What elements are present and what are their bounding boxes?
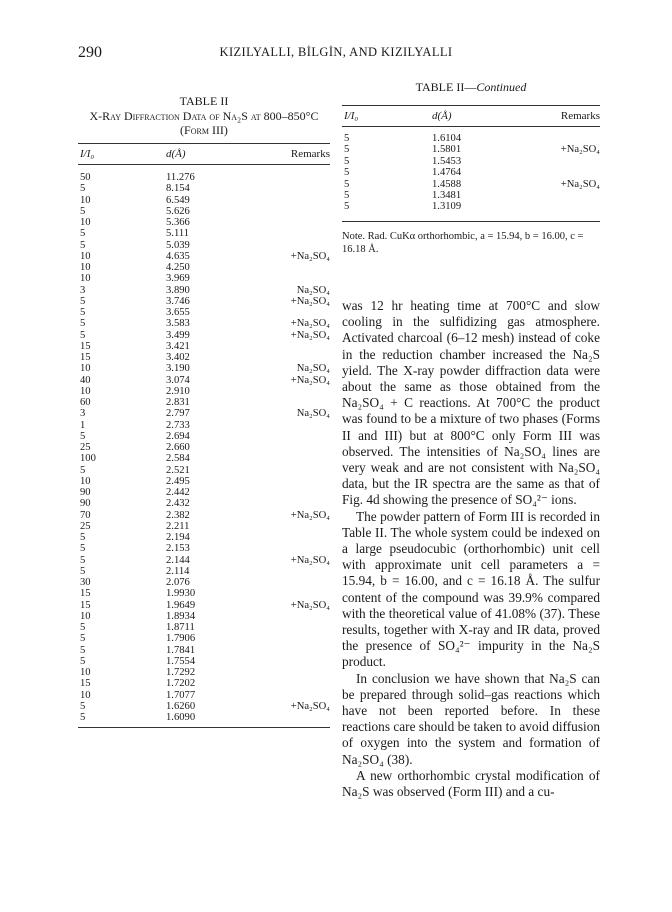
- intensity-cell: 5: [80, 543, 86, 555]
- intensity-cell: 5: [344, 201, 350, 213]
- table-row: [78, 183, 330, 194]
- d-spacing-cell: 2.153: [166, 543, 190, 555]
- intensity-cell: 60: [80, 397, 91, 408]
- intensity-cell: 1: [80, 419, 86, 431]
- d-spacing-cell: 1.7077: [166, 689, 196, 701]
- d-spacing-cell: 2.584: [166, 453, 190, 465]
- table-row: [78, 611, 330, 622]
- intensity-cell: 5: [80, 329, 86, 341]
- intensity-cell: 5: [80, 532, 86, 543]
- intensity-cell: 15: [80, 588, 91, 600]
- table-row: [78, 498, 330, 509]
- intensity-cell: 10: [80, 610, 91, 622]
- table-row: [78, 363, 330, 374]
- intensity-cell: 100: [80, 453, 96, 465]
- intensity-cell: 5: [80, 205, 86, 217]
- intensity-cell: 10: [80, 475, 91, 487]
- table-row: [78, 318, 330, 329]
- table-row: [342, 144, 600, 155]
- intensity-cell: 40: [80, 374, 91, 386]
- intensity-cell: 5: [80, 183, 86, 195]
- intensity-cell: 5: [344, 167, 350, 179]
- d-spacing-cell: 2.797: [166, 408, 190, 420]
- intensity-cell: 5: [80, 295, 86, 307]
- intensity-cell: 5: [344, 144, 350, 156]
- d-spacing-cell: 1.7554: [166, 655, 196, 667]
- table-row: [78, 566, 330, 577]
- table-row: [78, 510, 330, 521]
- intensity-cell: 5: [80, 700, 86, 712]
- d-spacing-cell: 2.910: [166, 385, 190, 397]
- table-row: [78, 656, 330, 667]
- table-row: [78, 217, 330, 228]
- d-spacing-cell: 1.8934: [166, 610, 196, 622]
- table-row: [78, 228, 330, 239]
- table-row: [78, 195, 330, 206]
- table-row: [78, 262, 330, 273]
- intensity-cell: 25: [80, 520, 91, 532]
- d-spacing-cell: 3.890: [166, 284, 190, 296]
- intensity-cell: 10: [80, 273, 91, 285]
- table-row: [78, 577, 330, 588]
- d-spacing-cell: 2.831: [166, 397, 190, 408]
- d-spacing-cell: 1.3481: [432, 189, 462, 201]
- d-spacing-cell: 3.074: [166, 374, 190, 386]
- d-spacing-cell: 1.4588: [432, 178, 462, 190]
- intensity-cell: 10: [80, 385, 91, 397]
- d-spacing-cell: 1.5801: [432, 144, 462, 156]
- intensity-cell: 5: [80, 307, 86, 318]
- remarks-cell: Na₂SO₄: [296, 363, 330, 375]
- table-row: [342, 179, 600, 190]
- table-row: [78, 420, 330, 431]
- d-spacing-cell: 2.382: [166, 509, 190, 521]
- d-spacing-cell: 3.499: [166, 329, 190, 341]
- intensity-cell: 90: [80, 487, 91, 498]
- paragraph-3: In conclusion we have shown that Na₂S can be prepared through solid–gas reactions which have not been reported before. In these reactions care should be taken to avoid diffusion of oxygen into the system and formation of Na₂SO₄ (38).: [342, 670, 600, 767]
- remarks-cell: +Na₂SO₄: [290, 554, 330, 566]
- d-spacing-cell: 1.7202: [166, 678, 196, 690]
- d-spacing-cell: 1.7841: [166, 644, 196, 656]
- page-header: [0, 44, 672, 64]
- table-row: [78, 588, 330, 599]
- table-row: [78, 555, 330, 566]
- table-caption-title: X-Ray Diffraction Data of Na₂S at 800–850°C: [89, 109, 319, 123]
- intensity-cell: 70: [80, 509, 91, 521]
- table-row: [78, 712, 330, 723]
- d-spacing-cell: 5.366: [166, 217, 190, 228]
- table-row: [78, 667, 330, 678]
- intensity-cell: 15: [80, 678, 91, 690]
- table-row: [78, 397, 330, 408]
- intensity-cell: 30: [80, 577, 91, 588]
- table-row: [78, 273, 330, 284]
- table-row: [78, 251, 330, 262]
- intensity-cell: 90: [80, 498, 91, 510]
- intensity-cell: 3: [80, 408, 86, 420]
- d-spacing-cell: 6.549: [166, 194, 190, 206]
- table-ii: [78, 94, 330, 728]
- table-row: [78, 285, 330, 296]
- intensity-cell: 5: [344, 133, 350, 144]
- d-spacing-cell: 8.154: [166, 183, 190, 195]
- d-spacing-cell: 2.114: [166, 565, 190, 577]
- table-row: [78, 206, 330, 217]
- table-row: [78, 172, 330, 183]
- remarks-cell: Na₂SO₄: [296, 408, 330, 420]
- body-text: [342, 298, 600, 800]
- intensity-cell: 5: [344, 189, 350, 201]
- table-row: [78, 622, 330, 633]
- remarks-cell: +Na₂SO₄: [290, 329, 330, 341]
- table-row: [342, 156, 600, 167]
- d-spacing-cell: 4.635: [166, 250, 190, 262]
- intensity-cell: 5: [344, 178, 350, 190]
- d-spacing-cell: 1.6104: [432, 133, 462, 144]
- d-spacing-cell: 3.583: [166, 318, 190, 330]
- table-row: [78, 690, 330, 701]
- intensity-cell: 5: [80, 554, 86, 566]
- remarks-cell: +Na₂SO₄: [290, 318, 330, 330]
- d-spacing-cell: 3.402: [166, 352, 190, 363]
- intensity-cell: 10: [80, 363, 91, 375]
- table-row: [78, 453, 330, 464]
- table-row: [78, 600, 330, 611]
- continued-caption-italic: Continued: [476, 80, 527, 94]
- d-spacing-cell: 2.521: [166, 464, 190, 476]
- intensity-cell: 5: [80, 565, 86, 577]
- remarks-cell: +Na₂SO₄: [290, 374, 330, 386]
- table-row: [78, 543, 330, 554]
- table-row: [342, 167, 600, 178]
- table-row: [78, 375, 330, 386]
- table-row: [342, 201, 600, 212]
- d-spacing-cell: 4.250: [166, 262, 190, 273]
- table-row: [78, 341, 330, 352]
- table-row: [78, 240, 330, 251]
- d-spacing-cell: 5.626: [166, 205, 190, 217]
- d-spacing-cell: 2.194: [166, 532, 190, 543]
- intensity-cell: 15: [80, 599, 91, 611]
- intensity-cell: 10: [80, 250, 91, 262]
- paragraph-2: The powder pattern of Form III is recorded in Table II. The whole system could be indexed on a large pseudocubic (orthorhombic) unit cell with approximate unit cell parameters a = 15.94, b = 16.00, and c = 16.18 Å. The sulfur content of the compound was 39.9% compared with the theoretical value of 41.08% (37). These results, together with X-ray and IR data, proved the presence of SO₄²⁻ impurity in the Na₂S product.: [342, 508, 600, 670]
- d-spacing-cell: 3.746: [166, 295, 190, 307]
- d-spacing-cell: 2.144: [166, 554, 190, 566]
- intensity-cell: 5: [80, 464, 86, 476]
- intensity-cell: 5: [344, 155, 350, 167]
- col-d-header: d(Å): [166, 148, 186, 160]
- table-row: [78, 431, 330, 442]
- d-spacing-cell: 2.733: [166, 419, 190, 431]
- d-spacing-cell: 1.6260: [166, 700, 196, 712]
- table-row: [78, 330, 330, 341]
- d-spacing-cell: 1.4764: [432, 167, 462, 179]
- continued-col-remarks: Remarks: [560, 110, 600, 122]
- table-caption-form: (Form III): [180, 123, 228, 137]
- d-spacing-cell: 2.442: [166, 487, 190, 498]
- remarks-cell: +Na₂SO₄: [290, 250, 330, 262]
- intensity-cell: 5: [80, 239, 86, 251]
- col-intensity-header: I/I₀: [80, 148, 95, 160]
- d-spacing-cell: 1.9649: [166, 599, 196, 611]
- remarks-cell: +Na₂SO₄: [290, 295, 330, 307]
- col-remarks-header: Remarks: [290, 148, 330, 160]
- d-spacing-cell: 1.7906: [166, 633, 196, 645]
- table-row: [78, 701, 330, 712]
- intensity-cell: 15: [80, 352, 91, 363]
- table-row: [78, 386, 330, 397]
- d-spacing-cell: 2.211: [166, 520, 190, 532]
- d-spacing-cell: 1.9930: [166, 588, 196, 600]
- intensity-cell: 3: [80, 284, 86, 296]
- intensity-cell: 5: [80, 655, 86, 667]
- intensity-cell: 5: [80, 622, 86, 633]
- d-spacing-cell: 2.660: [166, 442, 190, 453]
- continued-table-body: [342, 133, 600, 213]
- table-row: [78, 442, 330, 453]
- intensity-cell: 5: [80, 430, 86, 442]
- remarks-cell: Na₂SO₄: [296, 284, 330, 296]
- intensity-cell: 10: [80, 217, 91, 228]
- intensity-cell: 25: [80, 442, 91, 453]
- table-header-rule: [78, 164, 330, 165]
- continued-bottom-rule: [342, 221, 600, 222]
- running-head: KIZILYALLI, BİLGİN, AND KIZILYALLI: [219, 45, 453, 59]
- d-spacing-cell: 1.3109: [432, 201, 462, 213]
- table-row: [78, 521, 330, 532]
- table-row: [78, 296, 330, 307]
- table-row: [78, 307, 330, 318]
- d-spacing-cell: 11.276: [166, 172, 195, 183]
- d-spacing-cell: 3.190: [166, 363, 190, 375]
- intensity-cell: 5: [80, 633, 86, 645]
- table-row: [342, 133, 600, 144]
- intensity-cell: 10: [80, 689, 91, 701]
- table-note: Note. Rad. CuKα orthorhombic, a = 15.94, b = 16.00, c = 16.18 Å.: [342, 230, 584, 255]
- table-row: [78, 465, 330, 476]
- table-row: [342, 190, 600, 201]
- table-bottom-rule: [78, 727, 330, 728]
- intensity-cell: 5: [80, 712, 86, 723]
- d-spacing-cell: 1.6090: [166, 712, 196, 723]
- intensity-cell: 50: [80, 172, 91, 183]
- continued-col-d: d(Å): [432, 110, 452, 122]
- intensity-cell: 15: [80, 340, 91, 352]
- remarks-cell: +Na₂SO₄: [560, 178, 600, 190]
- continued-caption: [342, 80, 600, 95]
- remarks-cell: +Na₂SO₄: [560, 144, 600, 156]
- d-spacing-cell: 1.5453: [432, 155, 462, 167]
- intensity-cell: 10: [80, 262, 91, 273]
- d-spacing-cell: 3.969: [166, 273, 190, 285]
- d-spacing-cell: 1.7292: [166, 667, 196, 678]
- table-ii-continued: [342, 80, 600, 256]
- continued-caption-prefix: TABLE II—: [415, 80, 477, 94]
- paragraph-1: was 12 hr heating time at 700°C and slow cooling in the sulfidizing gas atmosphere. Activated charcoal (6–12 mesh) instead of coke in the reduction chamber increased the Na₂S yield. The X-ray powder diffraction data were about the same as those obtained from the Na₂SO₄ + C reactions. At 700°C the product was found to be a mixture of two phases (Forms II and III) but at 800°C only Form III was observed. The intensities of Na₂SO₄ lines are very weak and are not consistent with Na₂SO₄ data, but the IR spectra are the same as that of Fig. 4d showing the presence of SO₄²⁻ ions.: [342, 298, 600, 508]
- d-spacing-cell: 5.039: [166, 239, 190, 251]
- table-row: [78, 678, 330, 689]
- paragraph-4: A new orthorhombic crystal modification of Na₂S was observed (Form III) and a cu-: [342, 767, 600, 800]
- intensity-cell: 5: [80, 644, 86, 656]
- continued-column-headers: [342, 106, 600, 126]
- table-column-headers: [78, 144, 330, 164]
- table-row: [78, 532, 330, 543]
- intensity-cell: 10: [80, 667, 91, 678]
- table-row: [78, 487, 330, 498]
- d-spacing-cell: 3.421: [166, 340, 190, 352]
- table-body: [78, 172, 330, 723]
- intensity-cell: 10: [80, 194, 91, 206]
- d-spacing-cell: 2.432: [166, 498, 190, 510]
- continued-col-intensity: I/I₀: [344, 110, 359, 122]
- d-spacing-cell: 5.111: [166, 228, 190, 240]
- intensity-cell: 5: [80, 228, 86, 240]
- remarks-cell: +Na₂SO₄: [290, 509, 330, 521]
- table-row: [78, 408, 330, 419]
- d-spacing-cell: 2.495: [166, 475, 190, 487]
- table-caption-number: TABLE II: [179, 94, 229, 108]
- d-spacing-cell: 3.655: [166, 307, 190, 318]
- table-row: [78, 633, 330, 644]
- remarks-cell: +Na₂SO₄: [290, 599, 330, 611]
- d-spacing-cell: 2.076: [166, 577, 190, 588]
- remarks-cell: +Na₂SO₄: [290, 700, 330, 712]
- page-number: 290: [78, 44, 102, 61]
- table-row: [78, 645, 330, 656]
- d-spacing-cell: 2.694: [166, 430, 190, 442]
- d-spacing-cell: 1.8711: [166, 622, 195, 633]
- table-row: [78, 352, 330, 363]
- table-row: [78, 476, 330, 487]
- continued-header-rule: [342, 126, 600, 127]
- intensity-cell: 5: [80, 318, 86, 330]
